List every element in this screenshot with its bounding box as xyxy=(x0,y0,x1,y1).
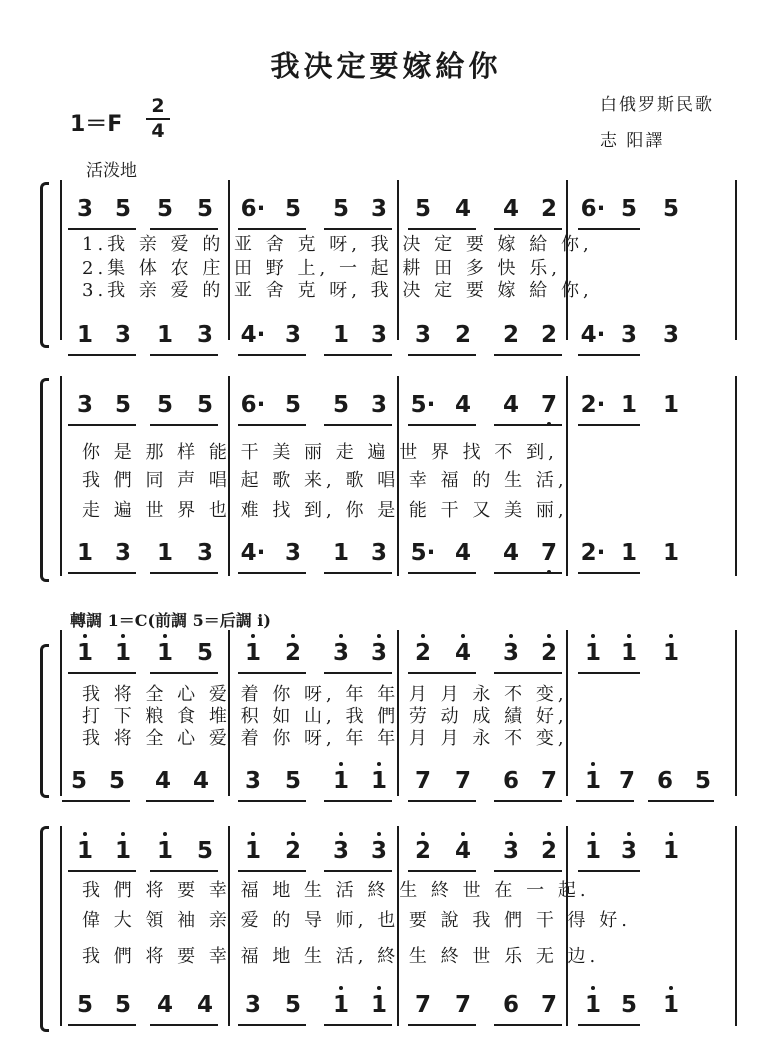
time-signature xyxy=(146,96,170,142)
beam xyxy=(576,800,634,802)
beam xyxy=(238,672,306,674)
beam xyxy=(150,870,218,872)
bar-line xyxy=(60,376,62,576)
note: 1 xyxy=(662,392,679,418)
note: 3 xyxy=(244,768,261,794)
note: 1 xyxy=(332,322,349,348)
note: 5 xyxy=(694,768,711,794)
note: 5· xyxy=(410,392,436,418)
note: 2 xyxy=(410,640,436,666)
note: 5 xyxy=(662,196,679,222)
lyric-line: 3.我 亲 爱 的 亚 舍 克 呀, 我 决 定 要 嫁 給 你, xyxy=(82,280,593,301)
note: 1 xyxy=(72,640,98,666)
beam xyxy=(578,354,640,356)
lyric-line: 1.我 亲 爱 的 亚 舍 克 呀, 我 决 定 要 嫁 給 你, xyxy=(82,234,593,255)
note: 1 xyxy=(658,992,684,1018)
note: 5 xyxy=(284,992,301,1018)
note: 3 xyxy=(328,640,354,666)
note: 1 xyxy=(72,838,98,864)
note: 1 xyxy=(580,768,606,794)
bar-line xyxy=(735,826,737,1026)
note: 5 xyxy=(196,640,213,666)
note: 7 xyxy=(618,768,635,794)
beam xyxy=(408,354,476,356)
beam xyxy=(150,1024,218,1026)
note: 5 xyxy=(414,196,431,222)
note: 2· xyxy=(580,392,606,418)
note: 3 xyxy=(370,392,387,418)
note: 3 xyxy=(662,322,679,348)
note: 6· xyxy=(580,196,606,222)
note: 7 xyxy=(536,392,562,418)
note: 3 xyxy=(114,540,131,566)
note: 4 xyxy=(154,768,171,794)
note: 1 xyxy=(616,640,642,666)
bar-line xyxy=(735,376,737,576)
note: 3 xyxy=(284,322,301,348)
beam xyxy=(408,572,476,574)
note: 7 xyxy=(540,992,557,1018)
beam xyxy=(494,424,562,426)
beam xyxy=(238,870,306,872)
note: 1 xyxy=(662,540,679,566)
note: 3 xyxy=(328,838,354,864)
beam xyxy=(324,424,392,426)
note: 3 xyxy=(366,640,392,666)
note: 1 xyxy=(658,838,684,864)
translator-credit: 志 阳譯 xyxy=(600,131,665,151)
note: 5 xyxy=(114,196,131,222)
note: 7 xyxy=(414,768,431,794)
note: 3 xyxy=(366,838,392,864)
bar-line xyxy=(735,630,737,796)
lyric-line: 我 們 将 要 幸 福 地 生 活, 終 生 終 世 乐 无 边. xyxy=(82,946,600,967)
lyric-line: 打 下 粮 食 堆 积 如 山, 我 們 劳 动 成 績 好, xyxy=(82,706,568,727)
note: 5 xyxy=(620,196,637,222)
note: 7 xyxy=(540,768,557,794)
beam xyxy=(324,572,392,574)
note: 6 xyxy=(502,992,519,1018)
note: 3 xyxy=(498,640,524,666)
bar-line xyxy=(566,180,568,340)
note: 4 xyxy=(450,640,476,666)
beam xyxy=(238,1024,306,1026)
bar-line xyxy=(60,630,62,796)
song-title: 我决定要嫁給你 xyxy=(270,49,502,83)
beam xyxy=(408,1024,476,1026)
meter-bottom: 4 xyxy=(151,120,165,142)
beam xyxy=(578,870,640,872)
note: 5 xyxy=(284,392,301,418)
note: 3 xyxy=(196,322,213,348)
note: 5 xyxy=(332,196,349,222)
note: 3 xyxy=(76,196,93,222)
beam xyxy=(324,672,392,674)
lyric-line: 我 将 全 心 爱 着 你 呀, 年 年 月 月 永 不 变, xyxy=(82,684,568,705)
beam xyxy=(68,1024,136,1026)
note: 7 xyxy=(454,768,471,794)
note: 5 xyxy=(114,392,131,418)
note: 7 xyxy=(454,992,471,1018)
note: 1 xyxy=(240,640,266,666)
note: 2 xyxy=(454,322,471,348)
system-brace xyxy=(40,378,49,582)
note: 5 xyxy=(196,838,213,864)
note: 5 xyxy=(70,768,87,794)
beam xyxy=(238,572,306,574)
note: 1 xyxy=(366,768,392,794)
note: 3 xyxy=(620,322,637,348)
note: 5 xyxy=(76,992,93,1018)
beam xyxy=(238,354,306,356)
note: 3 xyxy=(114,322,131,348)
note: 2 xyxy=(410,838,436,864)
note: 4 xyxy=(192,768,209,794)
beam xyxy=(324,870,392,872)
beam xyxy=(68,572,136,574)
beam xyxy=(494,870,562,872)
beam xyxy=(150,572,218,574)
note: 4 xyxy=(156,992,173,1018)
song-origin: 白俄罗斯民歌 xyxy=(600,95,714,115)
note: 1 xyxy=(580,838,606,864)
note: 5 xyxy=(108,768,125,794)
note: 3 xyxy=(370,540,387,566)
system-brace xyxy=(40,644,49,798)
note: 1 xyxy=(76,540,93,566)
note: 3 xyxy=(244,992,261,1018)
lyric-line: 偉 大 領 袖 亲 爱 的 导 师, 也 要 說 我 們 干 得 好. xyxy=(82,910,631,931)
note: 1 xyxy=(328,768,354,794)
note: 4 xyxy=(502,196,519,222)
note: 5 xyxy=(156,392,173,418)
beam xyxy=(68,870,136,872)
beam xyxy=(408,870,476,872)
note: 3 xyxy=(196,540,213,566)
beam xyxy=(578,1024,640,1026)
beam xyxy=(494,354,562,356)
beam xyxy=(408,672,476,674)
note: 5 xyxy=(284,768,301,794)
beam xyxy=(150,354,218,356)
note: 2 xyxy=(536,838,562,864)
beam xyxy=(324,1024,392,1026)
lyric-line: 我 将 全 心 爱 着 你 呀, 年 年 月 月 永 不 变, xyxy=(82,728,568,749)
bar-line xyxy=(60,180,62,340)
note: 4 xyxy=(196,992,213,1018)
note: 1 xyxy=(76,322,93,348)
note: 4 xyxy=(502,540,519,566)
bar-line xyxy=(735,180,737,340)
beam xyxy=(578,424,640,426)
note: 4· xyxy=(580,322,606,348)
note: 4· xyxy=(240,540,266,566)
note: 1 xyxy=(110,838,136,864)
note: 4 xyxy=(502,392,519,418)
note: 1 xyxy=(152,838,178,864)
note: 2 xyxy=(536,640,562,666)
note: 5 xyxy=(620,992,637,1018)
note: 2 xyxy=(280,838,306,864)
note: 4 xyxy=(454,196,471,222)
note: 1 xyxy=(332,540,349,566)
beam xyxy=(408,424,476,426)
beam xyxy=(68,424,136,426)
bar-line xyxy=(60,826,62,1026)
note: 3 xyxy=(370,196,387,222)
note: 3 xyxy=(370,322,387,348)
beam xyxy=(238,424,306,426)
beam xyxy=(494,1024,562,1026)
note: 3 xyxy=(498,838,524,864)
beam xyxy=(324,354,392,356)
beam xyxy=(150,424,218,426)
note: 1 xyxy=(580,992,606,1018)
note: 2· xyxy=(580,540,606,566)
note: 1 xyxy=(328,992,354,1018)
note: 2 xyxy=(540,196,557,222)
note: 3 xyxy=(76,392,93,418)
beam xyxy=(494,672,562,674)
note: 5 xyxy=(156,196,173,222)
note: 1 xyxy=(580,640,606,666)
note: 6· xyxy=(240,196,266,222)
note: 4 xyxy=(454,540,471,566)
note: 3 xyxy=(616,838,642,864)
note: 1 xyxy=(156,322,173,348)
beam xyxy=(150,672,218,674)
note: 1 xyxy=(366,992,392,1018)
beam xyxy=(68,354,136,356)
note: 7 xyxy=(414,992,431,1018)
lyric-line: 走 遍 世 界 也 难 找 到, 你 是 能 干 又 美 丽, xyxy=(82,500,568,521)
note: 5 xyxy=(196,196,213,222)
beam xyxy=(494,572,562,574)
note: 5 xyxy=(284,196,301,222)
note: 1 xyxy=(110,640,136,666)
lyric-line: 我 們 将 要 幸 福 地 生 活 終 生 終 世 在 一 起. xyxy=(82,880,590,901)
note: 7 xyxy=(536,540,562,566)
note: 2 xyxy=(502,322,519,348)
beam xyxy=(238,800,306,802)
beam xyxy=(578,572,640,574)
beam xyxy=(494,800,562,802)
beam xyxy=(146,800,214,802)
beam xyxy=(648,800,714,802)
note: 3 xyxy=(284,540,301,566)
note: 4 xyxy=(450,838,476,864)
note: 5 xyxy=(196,392,213,418)
beam xyxy=(408,800,476,802)
note: 6· xyxy=(240,392,266,418)
note: 1 xyxy=(620,392,637,418)
note: 5 xyxy=(114,992,131,1018)
note: 6 xyxy=(656,768,673,794)
note: 1 xyxy=(152,640,178,666)
system-brace xyxy=(40,826,49,1032)
note: 4 xyxy=(454,392,471,418)
note: 1 xyxy=(240,838,266,864)
note: 1 xyxy=(156,540,173,566)
tempo-marking: 活泼地 xyxy=(86,161,137,181)
note: 2 xyxy=(280,640,306,666)
beam xyxy=(578,672,640,674)
note: 5 xyxy=(332,392,349,418)
meter-top: 2 xyxy=(151,95,165,117)
note: 4· xyxy=(240,322,266,348)
note: 1 xyxy=(620,540,637,566)
note: 6 xyxy=(502,768,519,794)
lyric-line: 你 是 那 样 能 干 美 丽 走 遍 世 界 找 不 到, xyxy=(82,442,558,463)
key-signature: 1＝F xyxy=(70,112,123,137)
lyric-line: 2.集 体 农 庄 田 野 上, 一 起 耕 田 多 快 乐, xyxy=(82,258,561,279)
note: 1 xyxy=(658,640,684,666)
beam xyxy=(68,672,136,674)
lyric-line: 我 們 同 声 唱 起 歌 来, 歌 唱 幸 福 的 生 活, xyxy=(82,470,568,491)
beam xyxy=(62,800,130,802)
modulation-marking: 轉調 1＝C(前調 5＝后調 i) xyxy=(70,611,271,630)
beam xyxy=(324,800,392,802)
note: 5· xyxy=(410,540,436,566)
note: 2 xyxy=(540,322,557,348)
system-brace xyxy=(40,182,49,348)
note: 3 xyxy=(414,322,431,348)
